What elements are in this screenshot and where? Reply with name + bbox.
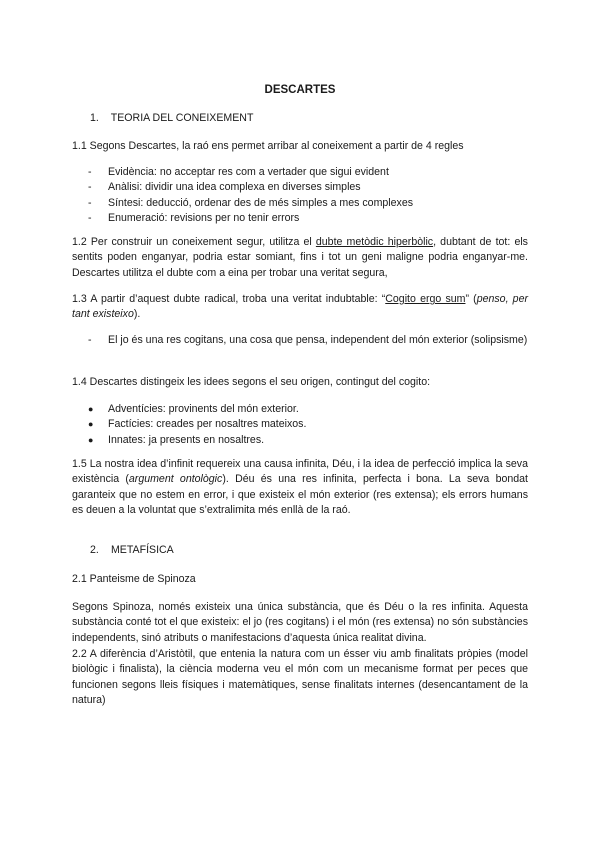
- underlined-term: Cogito ergo sum: [385, 293, 466, 305]
- section-2-heading: [90, 543, 546, 558]
- rules-list: [72, 165, 528, 227]
- paragraph-1-2: 1.2 Per construir un coneixement segur, utilitza el dubte metòdic hiperbòlic, dubtant de tot: els sentits poden enganyar, podria estar somiant, fins i tot un geni maligne podria enganyar-me. Descartes utilitza el dubte com a eina per trobar una veritat segura,: [72, 236, 528, 279]
- subheading-2-1: 2.1 Panteisme de Spinoza: [72, 573, 196, 585]
- list-item: - Enumeració: revisions per no tenir errors: [88, 212, 300, 225]
- underlined-term: dubte metòdic hiperbòlic: [315, 236, 434, 248]
- section-1-heading: [90, 111, 546, 126]
- section-1-title: TEORIA DEL CONEIXEMENT: [110, 112, 254, 124]
- ideas-list: [72, 402, 528, 448]
- paragraph-1-3: 1.3 A partir d’aquest dubte radical, troba una veritat indubtable: “Cogito ergo sum” (penso, per tant existeixo).: [72, 293, 528, 321]
- paragraph-1-4: 1.4 Descartes distingeix les idees segons el seu origen, contingut del cogito:: [72, 376, 431, 388]
- list-item: - El jo és una res cogitans, una cosa que pensa, independent del món exterior (solipsisme): [88, 334, 528, 346]
- section-1-number: 1.: [90, 112, 99, 124]
- list-item: ● Factícies: creades per nosaltres mateixos.: [88, 418, 307, 431]
- italic-term: argument ontològic: [128, 473, 223, 486]
- list-item: ● Adventícies: provinents del món exterior.: [88, 403, 299, 415]
- paragraph-1-1: 1.1 Segons Descartes, la raó ens permet arribar al coneixement a partir de 4 regles: [72, 140, 464, 152]
- paragraph-2-1: Segons Spinoza, només existeix una única substància, que és Déu o la res infinita. Aquesta substància conté tot el que existeix: el jo (res cogitans) i el món (res extensa) no són substàncies independents, sinó atributs o manifestacions d’aquesta única realitat divina.: [72, 601, 528, 644]
- list-item: - Anàlisi: dividir una idea complexa en diverses simples: [88, 181, 361, 194]
- italic-term: penso, per tant existeixo: [72, 293, 528, 321]
- section-2-number: 2.: [90, 544, 99, 556]
- document-title: DESCARTES: [264, 84, 336, 96]
- list-item: - Evidència: no acceptar res com a vertader que sigui evident: [88, 166, 389, 178]
- paragraph-1-5: 1.5 La nostra idea d’infinit requereix una causa infinita, Déu, i la idea de perfecció implica la seva existència (argument ontològic). Déu és una res infinita, perfecta i bona. La seva bondat garanteix que no estem en error, i que existeix el món exterior (res extensa); els errors humans es deuen a la voluntat que s’extralimita més enllà de la raó.: [72, 458, 528, 517]
- section-2-title: METAFÍSICA: [110, 544, 174, 556]
- cogito-list: [72, 333, 528, 348]
- list-item: - Síntesi: deducció, ordenar des de més simples a mes complexes: [88, 196, 414, 209]
- paragraph-2-2: 2.2 A diferència d’Aristòtil, que entenia la natura com un ésser viu amb finalitats pròpies (model biològic i finalista), la ciència moderna veu el món com un mecanisme format per peces que funcionen segons lleis físiques i matemàtiques, sense finalitats internes (desencantament de la natura): [72, 648, 528, 707]
- list-item: ● Innates: ja presents en nosaltres.: [88, 433, 265, 446]
